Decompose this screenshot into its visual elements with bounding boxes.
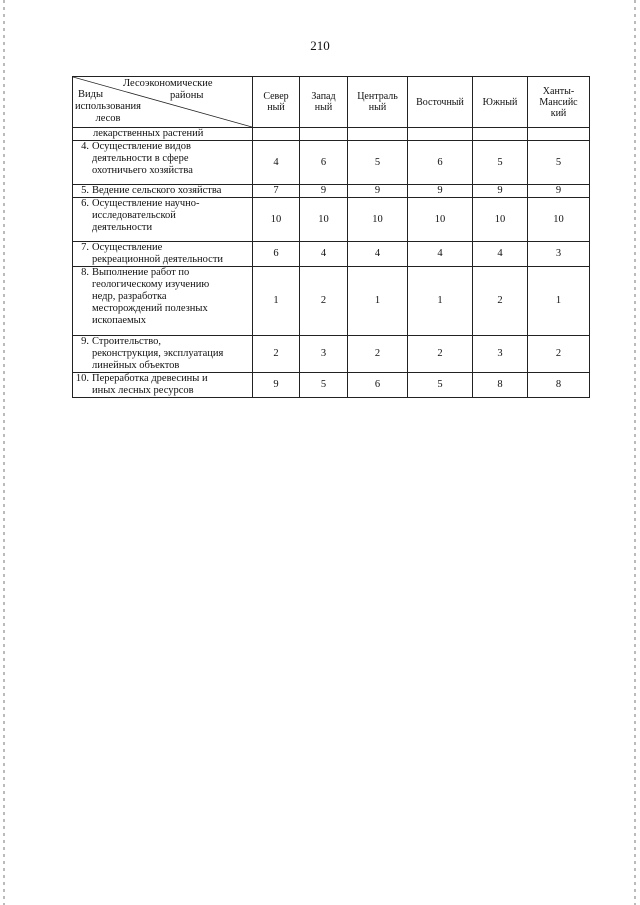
value-cell: 8 [473, 373, 528, 398]
value-cell: 9 [473, 185, 528, 198]
region-header-khanty-mansiysk [528, 77, 590, 128]
value-cell: 4 [473, 242, 528, 267]
value-cell: 10 [528, 198, 590, 242]
activity-label [91, 336, 223, 372]
value-cell: 10 [253, 198, 300, 242]
row-number: 8. [81, 267, 89, 278]
activity-label-line: Переработка древесины и [92, 373, 208, 384]
value-cell: 1 [528, 267, 590, 336]
row-number: 5. [81, 185, 89, 196]
value-cell: 9 [348, 185, 408, 198]
value-cell: 10 [348, 198, 408, 242]
value-cell: 3 [300, 336, 348, 373]
activity-label-line: реконструкция, эксплуатация [92, 348, 224, 359]
activity-label-line: деятельности [92, 222, 153, 233]
table-row [73, 336, 590, 373]
value-cell: 9 [408, 185, 473, 198]
value-cell: 6 [348, 373, 408, 398]
diagonal-header-cell [73, 77, 253, 128]
activity-cell [73, 141, 253, 185]
activity-cell [73, 198, 253, 242]
table-row [73, 242, 590, 267]
table-row-continuation [73, 128, 590, 141]
scan-edge-right [634, 0, 636, 905]
region-header-line: ный [314, 102, 333, 113]
row-number: 7. [81, 242, 89, 253]
value-cell: 10 [300, 198, 348, 242]
activity-label [91, 267, 209, 327]
region-header-south [473, 77, 528, 128]
continuation-cell [73, 128, 253, 141]
activity-label-line: Ведение сельского хозяйства [92, 185, 222, 196]
activity-label [91, 242, 223, 266]
value-cell: 9 [528, 185, 590, 198]
activity-cell [73, 336, 253, 373]
value-cell: 2 [300, 267, 348, 336]
value-cell: 3 [473, 336, 528, 373]
region-header-line: Южный [482, 96, 518, 108]
value-cell: 2 [528, 336, 590, 373]
region-header-line: Мансийс [539, 96, 578, 108]
header-bottom-line2: лесов [95, 113, 121, 124]
table-header-row [73, 77, 590, 128]
value-cell: 5 [473, 141, 528, 185]
activity-label-line: охотничьего хозяйства [92, 165, 193, 176]
value-cell: 9 [253, 373, 300, 398]
activity-label-line: ископаемых [92, 315, 146, 326]
value-cell: 2 [348, 336, 408, 373]
forest-use-table [72, 76, 590, 398]
value-cell: 4 [348, 242, 408, 267]
table-row [73, 185, 590, 198]
scan-edge-left [3, 0, 5, 905]
region-header-line: Централь [357, 91, 398, 102]
header-top-label: Лесоэкономические [123, 78, 213, 89]
region-header-east [408, 77, 473, 128]
value-cell: 1 [408, 267, 473, 336]
activity-label-line: Строительство, [92, 336, 161, 347]
value-cell: 9 [300, 185, 348, 198]
value-cell: 8 [528, 373, 590, 398]
region-header-line: Север [263, 91, 289, 102]
value-cell: 1 [348, 267, 408, 336]
value-cell: 6 [300, 141, 348, 185]
value-cell: 10 [473, 198, 528, 242]
activity-label-line: Выполнение работ по [92, 267, 190, 278]
value-cell: 5 [528, 141, 590, 185]
value-cell: 2 [253, 336, 300, 373]
activity-label [91, 141, 193, 177]
row-number: 6. [81, 198, 89, 209]
region-header-central [348, 77, 408, 128]
page-number: 210 [310, 38, 330, 53]
activity-label-line: Осуществление видов [92, 141, 191, 152]
activity-label [91, 198, 200, 234]
activity-cell [73, 267, 253, 336]
value-cell: 2 [473, 267, 528, 336]
activity-label-line: месторождений полезных [92, 303, 208, 314]
value-cell: 3 [528, 242, 590, 267]
value-cell: 4 [253, 141, 300, 185]
value-cell: 5 [408, 373, 473, 398]
header-bottom-label [75, 101, 141, 125]
activity-cell [73, 185, 253, 198]
header-vidy-label: Виды [78, 89, 104, 100]
value-cell: 5 [348, 141, 408, 185]
value-cell: 10 [408, 198, 473, 242]
continuation-text: лекарственных растений [93, 128, 204, 139]
table-row [73, 267, 590, 336]
table-row [73, 373, 590, 398]
activity-label-line: рекреационной деятельности [92, 254, 224, 265]
value-cell: 7 [253, 185, 300, 198]
activity-label-line: Осуществление [92, 242, 163, 253]
header-bottom-line1: использования [75, 101, 141, 112]
table-row [73, 198, 590, 242]
region-header-line: кий [550, 107, 567, 119]
activity-label-line: иных лесных ресурсов [92, 385, 194, 396]
activity-label [91, 185, 221, 197]
value-cell: 4 [300, 242, 348, 267]
activity-label-line: Осуществление научно- [92, 198, 200, 209]
value-cell: 6 [253, 242, 300, 267]
region-header-line: ный [267, 102, 285, 113]
activity-label-line: исследовательской [92, 210, 176, 221]
activity-label-line: линейных объектов [92, 360, 180, 371]
activity-label-line: деятельности в сфере [92, 153, 189, 164]
region-header-line: Запад [311, 91, 336, 102]
activity-label [91, 373, 208, 397]
row-number: 9. [81, 336, 89, 347]
activity-cell [73, 373, 253, 398]
region-header-line: Восточный [416, 96, 464, 108]
value-cell: 4 [408, 242, 473, 267]
value-cell: 1 [253, 267, 300, 336]
table-row [73, 141, 590, 185]
row-number: 10. [75, 373, 89, 384]
activity-cell [73, 242, 253, 267]
activity-label-line: геологическому изучению [92, 279, 210, 290]
region-header-line: Ханты- [542, 85, 575, 97]
row-number: 4. [81, 141, 89, 152]
region-header-west [300, 77, 348, 128]
region-header-line: ный [368, 102, 387, 113]
activity-label-line: недр, разработка [92, 291, 167, 302]
value-cell: 5 [300, 373, 348, 398]
region-header-north [253, 77, 300, 128]
value-cell: 6 [408, 141, 473, 185]
header-rayony-label: районы [170, 90, 204, 101]
value-cell: 2 [408, 336, 473, 373]
